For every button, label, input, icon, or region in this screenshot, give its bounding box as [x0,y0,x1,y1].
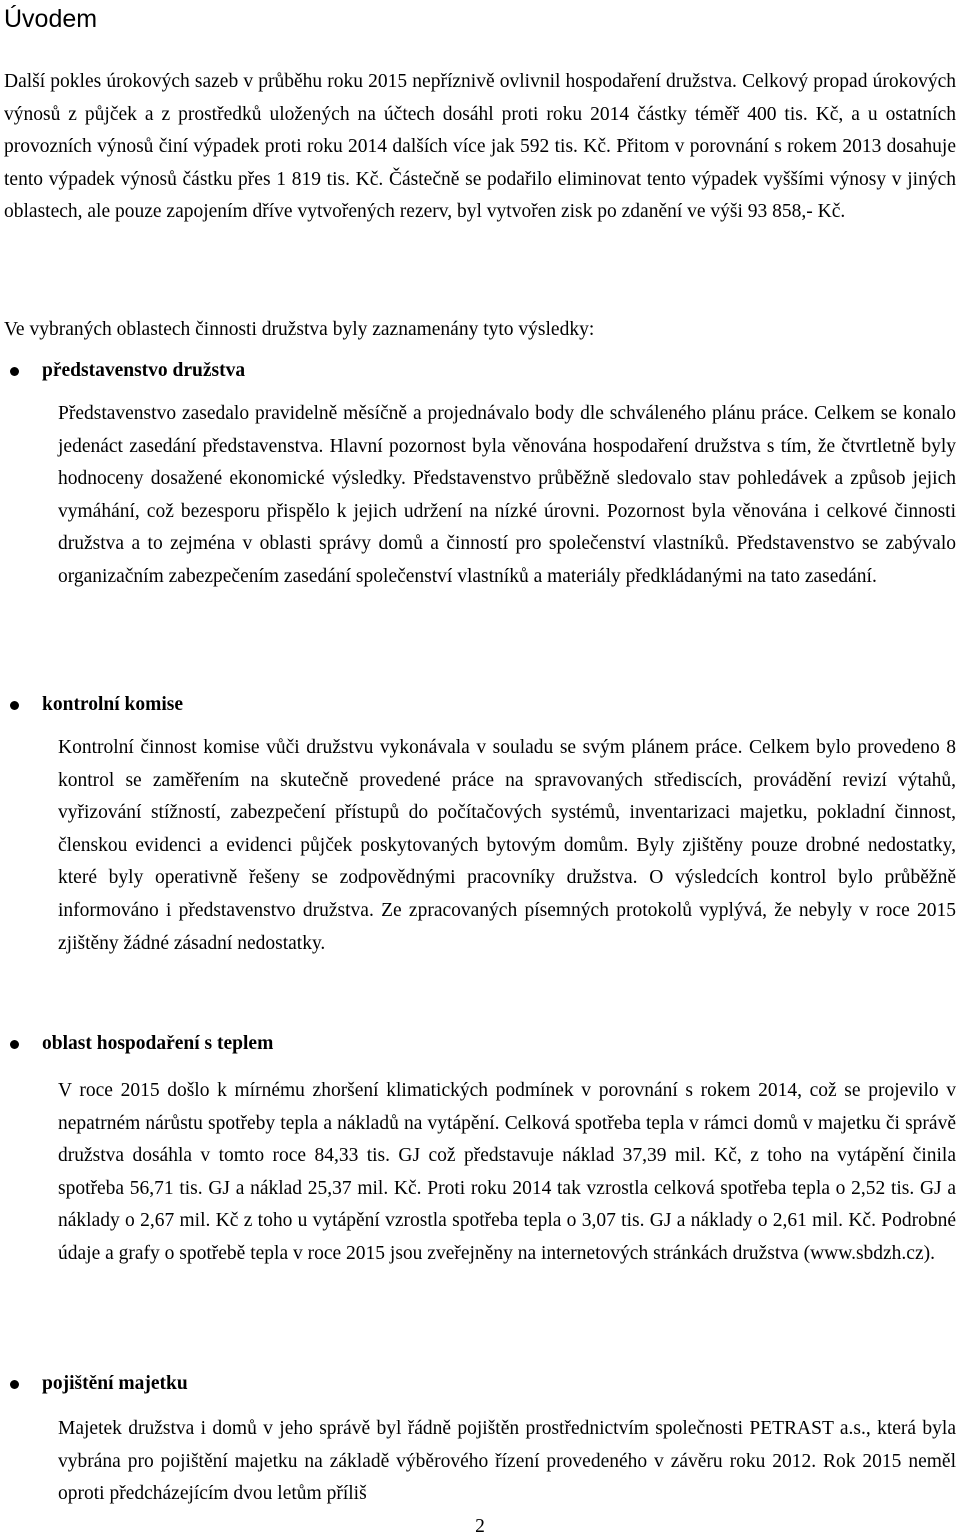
section-title: představenstvo družstva [42,360,246,381]
bullet-icon [10,1040,19,1049]
section-text-audit-committee: Kontrolní činnost komise vůči družstvu vykonávala v souladu se svým plánem práce. Celkem bylo provedeno 8 kontrol se zaměřením na skutečně provedené práce na spravovaných střediscích, provádění revizí výtahů, vyřizování stížností, zabezpečení přístupů do počítačových systémů, inventarizaci majetku, pokladní činnost, členskou evidenci a evidenci půjček poskytovaných bytovým domům. Byly zjištěny pouze drobné nedostatky, které byly operativně řešeny se zodpovědnými pracovníky družstva. O výsledcích kontrol bylo průběžně informováno i představenstvo družstva. Ze zpracovaných písemných protokolů vyplývá, že nebyly v roce 2015 zjištěny žádné zásadní nedostatky. [58,737,956,954]
section-text-property-insurance: Majetek družstva i domů v jeho správě byl řádně pojištěn prostřednictvím společnosti PETRAST a.s., která byla vybrána pro pojištění majetku na základě výběrového řízení provedeného v závěru roku 2012. Rok 2015 neměl oproti předcházejícím dvou letům příliš [58,1418,956,1505]
section-text-board: Představenstvo zasedalo pravidelně měsíčně a projednávalo body dle schváleného plánu práce. Celkem se konalo jedenáct zasedání představenstva. Hlavní pozornost byla věnována hospodaření družstva s tím, že čtvrtletně byly hodnoceny dosažené ekonomické výsledky. Představenstvo průběžně sledovalo stav pohledávek a způsob jejich vymáhání, což bezesporu přispělo k jejich udržení na nízké úrovni. Pozornost byla věnována i celkové činnosti družstva a to zejména v oblasti správy domů a činností pro společenství vlastníků. Představenstvo se zabývalo organizačním zabezpečením zasedání společenství vlastníků a materiály předkládanými na tato zasedání. [58,403,956,587]
bullet-icon [10,701,19,710]
page-number: 2 [475,1516,485,1537]
intro-summary-line: Ve vybraných oblastech činnosti družstva byly zaznamenány tyto výsledky: [4,319,595,340]
section-title: oblast hospodaření s teplem [42,1033,274,1054]
section-title: kontrolní komise [42,694,184,715]
bullet-icon [10,367,19,376]
intro-paragraph: Další pokles úrokových sazeb v průběhu roku 2015 nepříznivě ovlivnil hospodaření družstva. Celkový propad úrokových výnosů z půjček a z prostředků uložených na účtech dosáhl proti roku 2014 částky téměř 400 tis. Kč, a u ostatních provozních výnosů činí výpadek proti roku 2014 dalších více jak 592 tis. Kč. Přitom v porovnání s rokem 2013 dosahuje tento výpadek výnosů částku přes 1 819 tis. Kč. Částečně se podařilo eliminovat tento výpadek vyššími výnosy v jiných oblastech, ale pouze zapojením dříve vytvořených rezerv, byl vytvořen zisk po zdanění ve výši 93 858,- Kč. [4,71,956,223]
section-text-heat-management: V roce 2015 došlo k mírnému zhoršení klimatických podmínek v porovnání s rokem 2014, což se projevilo v nepatrném nárůstu spotřeby tepla a nákladů na vytápění. Celková spotřeba tepla v rámci domů v majetku či správě družstva dosáhla v tomto roce 84,33 tis. GJ což představuje náklad 37,39 mil. Kč, z toho na vytápění činila spotřeba 56,71 tis. GJ a náklad 25,37 mil. Kč. Proti roku 2014 tak vzrostla celková spotřeba tepla o 2,52 tis. GJ a náklady o 2,67 mil. Kč z toho u vytápění vzrostla spotřeba tepla o 3,07 tis. GJ a náklady o 2,61 mil. Kč. Podrobné údaje a grafy o spotřebě tepla v roce 2015 jsou zveřejněny na internetových stránkách družstva (www.sbdzh.cz). [58,1080,956,1264]
section-title: pojištění majetku [42,1373,188,1394]
page-heading: Úvodem [4,5,98,33]
bullet-icon [10,1380,19,1389]
